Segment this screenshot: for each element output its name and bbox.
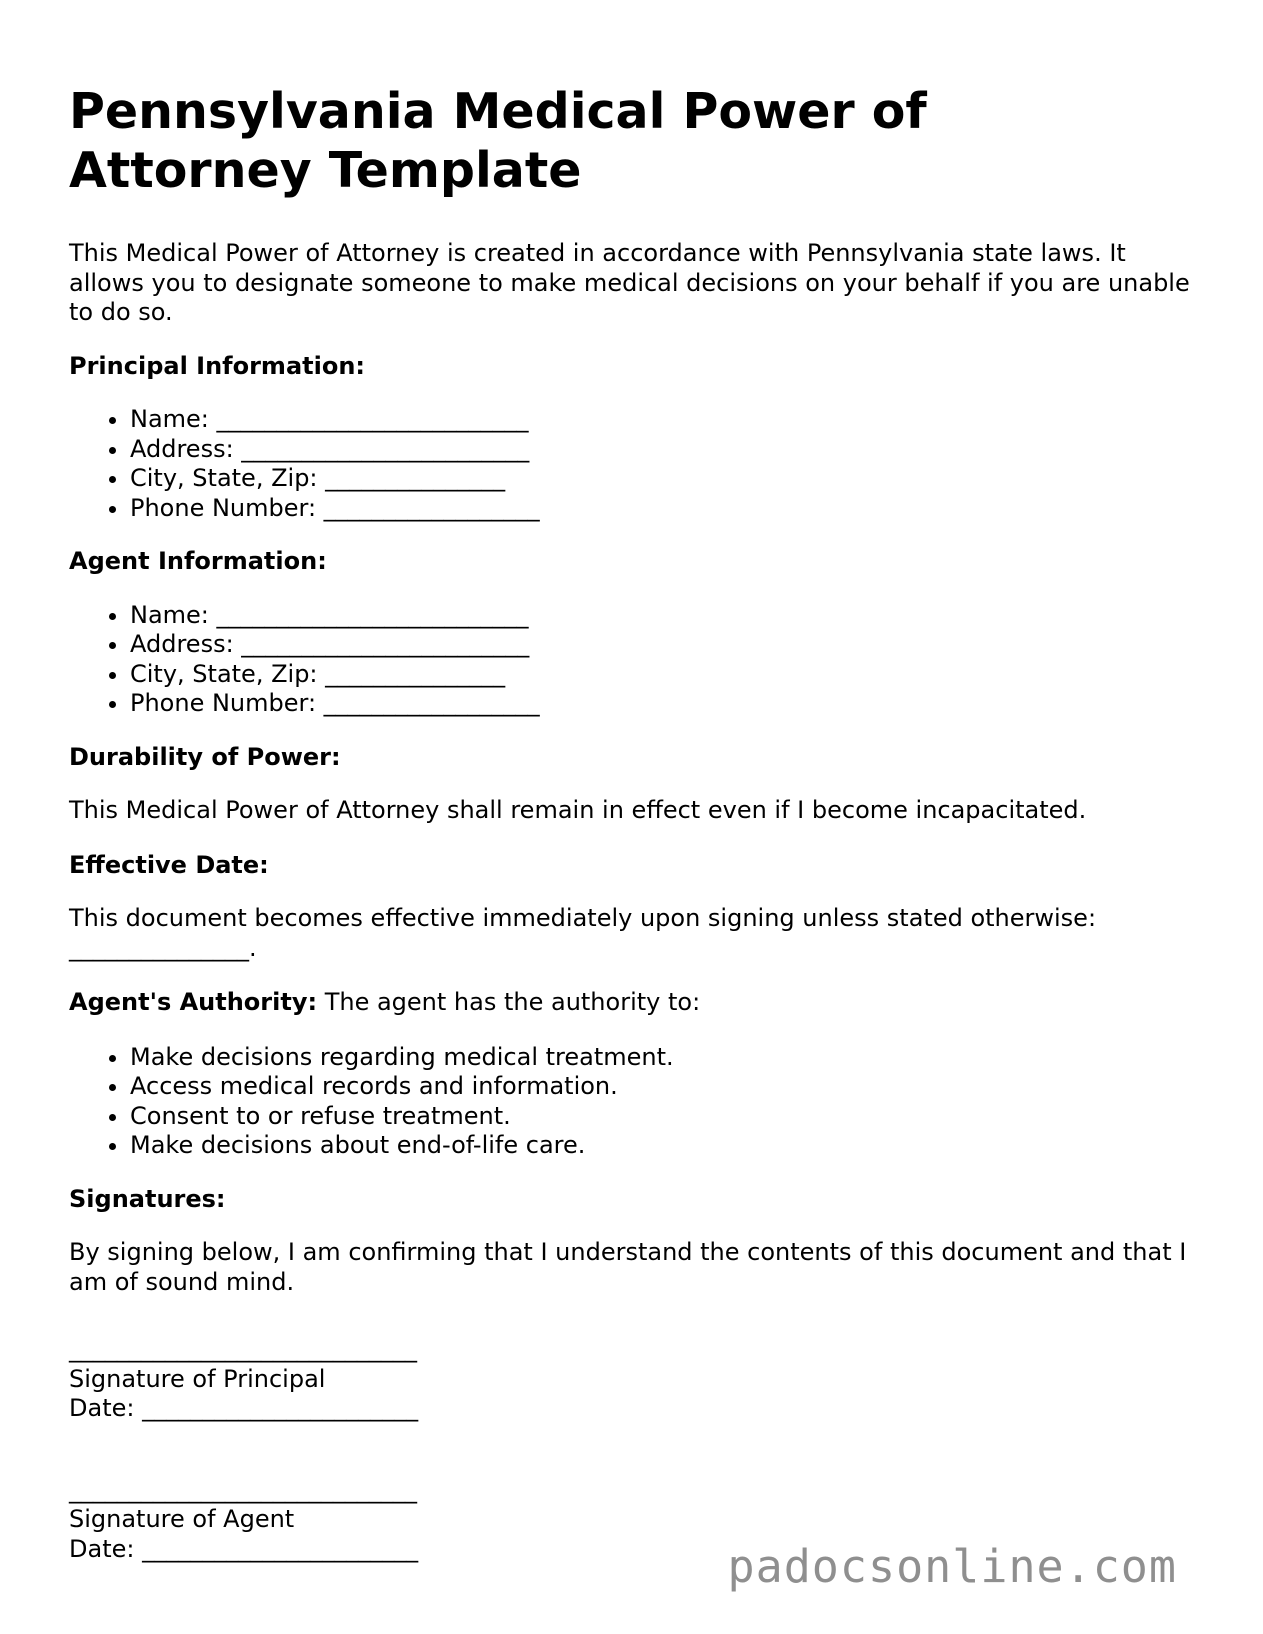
signatures-text: By signing below, I am confirming that I understand the contents of this document and that I am of sound mind. xyxy=(69,1238,1187,1296)
list-item: • Consent to or refuse treatment. xyxy=(130,1102,1199,1132)
durability-heading: Durability of Power: xyxy=(69,742,341,771)
list-item: • Name: __________________________ xyxy=(130,601,1199,631)
signature-label: Signature of Agent xyxy=(69,1505,295,1533)
signatures-heading: Signatures: xyxy=(69,1184,226,1213)
signature-label: Signature of Principal xyxy=(69,1364,326,1393)
agent-list xyxy=(69,601,1199,719)
list-item: • Address: ________________________ xyxy=(130,630,1199,660)
document-title: Pennsylvania Medical Power of Attorney Template xyxy=(69,83,927,199)
principal-list xyxy=(69,405,1199,523)
effective-date-heading: Effective Date: xyxy=(69,850,269,879)
list-item: • City, State, Zip: _______________ xyxy=(130,464,1199,494)
date-line: Date: _______________________ xyxy=(69,1394,419,1422)
authority-list xyxy=(69,1043,1199,1161)
list-item: • Make decisions about end-of-life care. xyxy=(130,1131,1199,1161)
authority-heading: Agent's Authority: xyxy=(69,988,318,1016)
list-item: • Phone Number: __________________ xyxy=(130,689,1199,719)
authority-lead: The agent has the authority to: xyxy=(317,988,701,1016)
list-item: • Phone Number: __________________ xyxy=(130,494,1199,524)
list-item: • Address: ________________________ xyxy=(130,435,1199,465)
principal-signature-block xyxy=(69,1335,1199,1424)
document-page xyxy=(69,82,1199,1616)
list-item: • City, State, Zip: _______________ xyxy=(130,660,1199,690)
list-item: • Make decisions regarding medical treatment. xyxy=(130,1043,1199,1073)
signature-line: _____________________________ xyxy=(69,1335,417,1363)
watermark: padocsonline.com xyxy=(727,1540,1177,1593)
date-line: Date: _______________________ xyxy=(69,1534,419,1563)
durability-text: This Medical Power of Attorney shall remain in effect even if I become incapacitated. xyxy=(69,796,1087,824)
list-item: • Access medical records and information. xyxy=(130,1072,1199,1102)
signature-line: _____________________________ xyxy=(69,1475,417,1504)
agent-heading: Agent Information: xyxy=(69,547,327,575)
intro-paragraph: This Medical Power of Attorney is created in accordance with Pennsylvania state laws. It allows you to designate someone to make medical decisions on your behalf if you are unable to do so. xyxy=(69,239,1190,326)
list-item: • Name: __________________________ xyxy=(130,405,1199,435)
principal-heading: Principal Information: xyxy=(69,351,366,380)
authority-paragraph xyxy=(69,988,1199,1018)
effective-date-text: This document becomes effective immediately upon signing unless stated otherwise: _______________. xyxy=(69,904,1097,962)
